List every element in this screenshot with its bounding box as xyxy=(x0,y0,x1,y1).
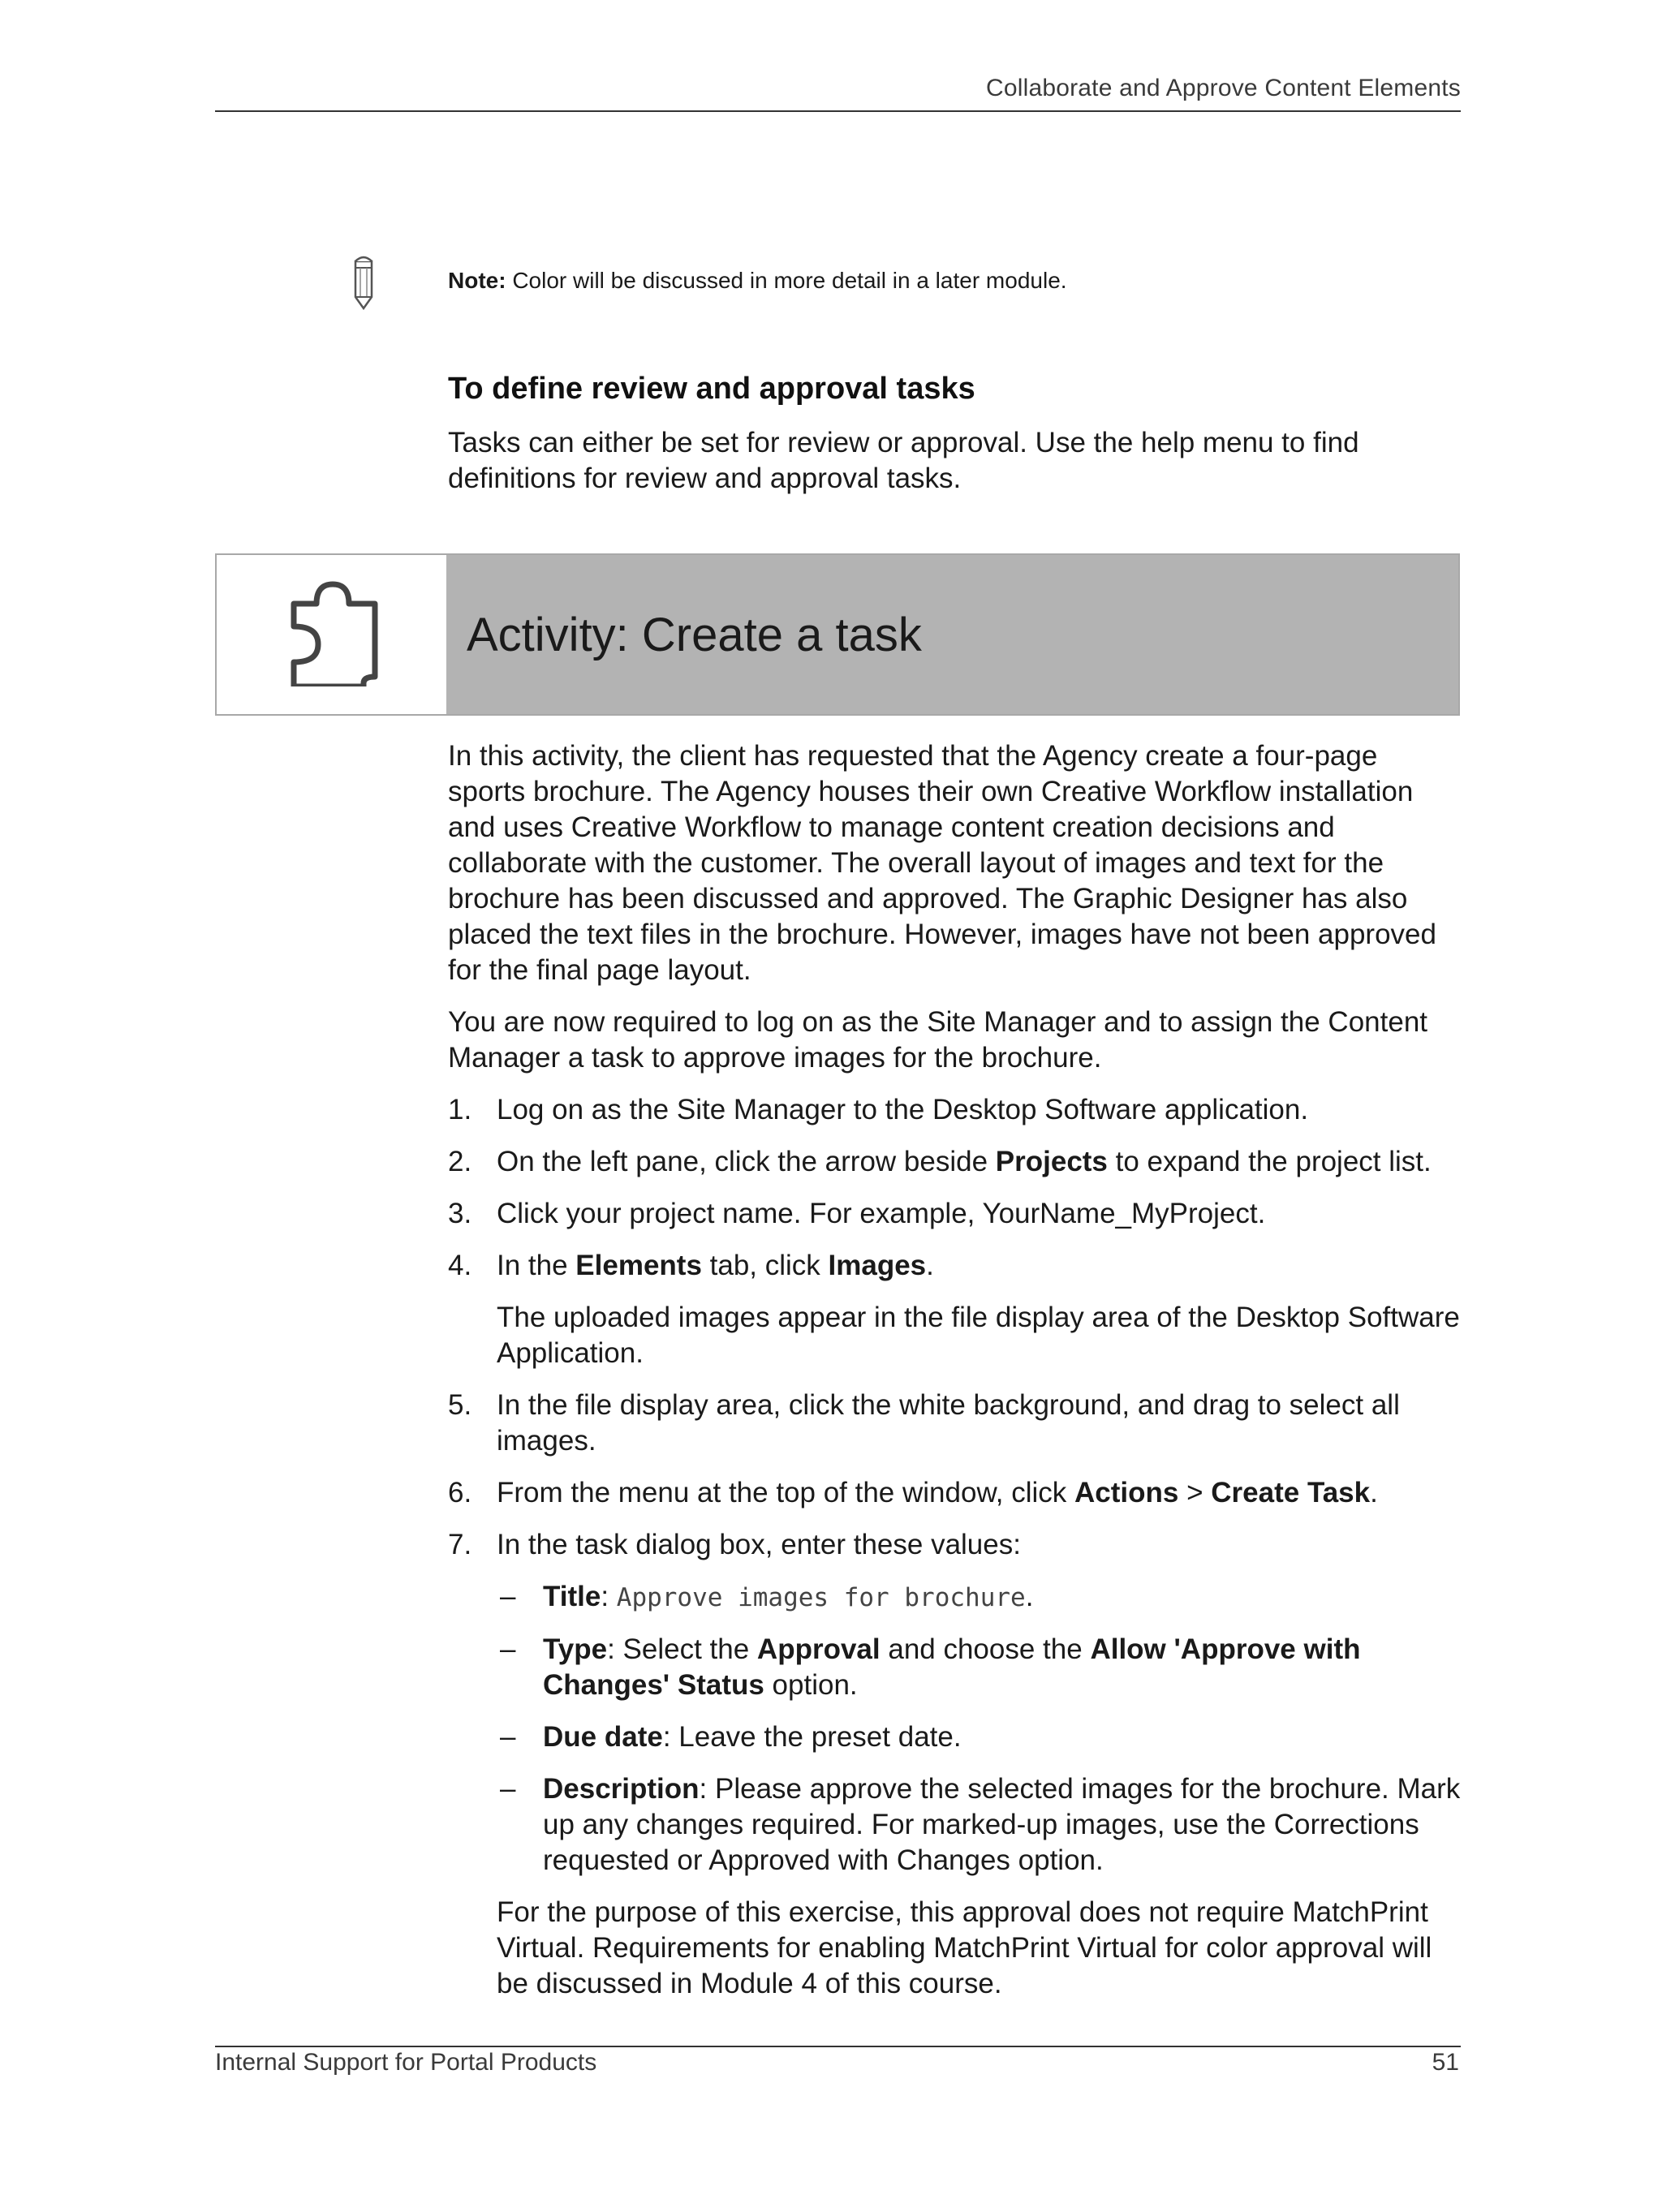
activity-title-cell xyxy=(446,555,1458,714)
pencil-icon xyxy=(349,252,378,310)
step-number: 5. xyxy=(448,1389,472,1421)
step-item xyxy=(448,1092,1462,1128)
step-number: 6. xyxy=(448,1477,472,1508)
step-item xyxy=(448,1475,1462,1511)
step-text: In the Elements tab, click Images. xyxy=(497,1250,934,1281)
step-number: 7. xyxy=(448,1529,472,1560)
title-value: Approve images for brochure xyxy=(616,1583,1026,1612)
activity-banner xyxy=(215,553,1460,716)
paragraph: In this activity, the client has requested that the Agency create a four-page sports brochure. The Agency houses their own Creative Workflow installation and uses Creative Workflow to manage content creation decisions and collaborate with the customer. The overall layout of images and text for the brochure has been discussed and approved. The Graphic Designer has also placed the text files in the brochure. However, images have not been approved for the final page layout. xyxy=(448,740,1436,986)
page-number: 51 xyxy=(1432,2049,1459,2076)
step-text: Log on as the Site Manager to the Desktop Software application. xyxy=(497,1094,1309,1125)
footer-title: Internal Support for Portal Products xyxy=(215,2049,597,2076)
task-values-list xyxy=(497,1579,1462,1878)
step-item xyxy=(448,1388,1462,1459)
running-header: Collaborate and Approve Content Elements xyxy=(985,75,1461,101)
dash-bullet: – xyxy=(500,1773,516,1805)
step-item xyxy=(448,1527,1462,2002)
dash-bullet: – xyxy=(500,1581,516,1612)
step-item xyxy=(448,1248,1462,1371)
step-text: In the file display area, click the white background, and drag to select all images. xyxy=(497,1389,1400,1457)
task-value-type: – Type: Select the Approval and choose the Allow 'Approve with Changes' Status option. xyxy=(500,1633,1361,1701)
task-value-due-date: – Due date: Leave the preset date. xyxy=(497,1719,1462,1755)
step-text: From the menu at the top of the window, click Actions > Create Task. xyxy=(497,1477,1378,1508)
footer-rule xyxy=(215,2046,1461,2047)
step-list xyxy=(448,1092,1462,2002)
step-result: The uploaded images appear in the file display area of the Desktop Software Application. xyxy=(497,1302,1460,1369)
note-body: Color will be discussed in more detail in a later module. xyxy=(512,268,1067,293)
activity-title: Activity: Create a task xyxy=(467,608,922,661)
activity-icon-cell xyxy=(217,555,446,714)
step-item xyxy=(448,1144,1462,1180)
task-value-title: – Title: Approve images for brochure. xyxy=(497,1579,1462,1616)
note-text xyxy=(448,268,1067,294)
step-item xyxy=(448,1196,1462,1232)
section-heading: To define review and approval tasks xyxy=(448,372,975,406)
task-value-description: – Description: Please approve the selected images for the brochure. Mark up any changes required. For marked-up images, use the Corrections requested or Approved with Changes option. xyxy=(500,1773,1461,1876)
dash-bullet: – xyxy=(500,1721,516,1753)
step-number: 2. xyxy=(448,1146,472,1177)
section-intro: Tasks can either be set for review or approval. Use the help menu to find definitions for review and approval tasks. xyxy=(448,427,1359,494)
note-label: Note: xyxy=(448,268,506,293)
step-number: 4. xyxy=(448,1250,472,1281)
puzzle-piece-icon xyxy=(286,581,383,686)
step-number: 1. xyxy=(448,1094,472,1125)
dash-bullet: – xyxy=(500,1633,516,1665)
paragraph: You are now required to log on as the Site Manager and to assign the Content Manager a task to approve images for the brochure. xyxy=(448,1006,1428,1074)
step-text: Click your project name. For example, YourName_MyProject. xyxy=(497,1198,1266,1229)
step-text: On the left pane, click the arrow beside Projects to expand the project list. xyxy=(497,1146,1432,1177)
step-number: 3. xyxy=(448,1198,472,1229)
step-text: In the task dialog box, enter these values: xyxy=(497,1529,1021,1560)
header-rule xyxy=(215,110,1461,112)
closing-paragraph: For the purpose of this exercise, this approval does not require MatchPrint Virtual. Requirements for enabling MatchPrint Virtual for color approval will be discussed in Module 4 of this course. xyxy=(497,1896,1432,1999)
activity-body xyxy=(448,738,1462,2018)
